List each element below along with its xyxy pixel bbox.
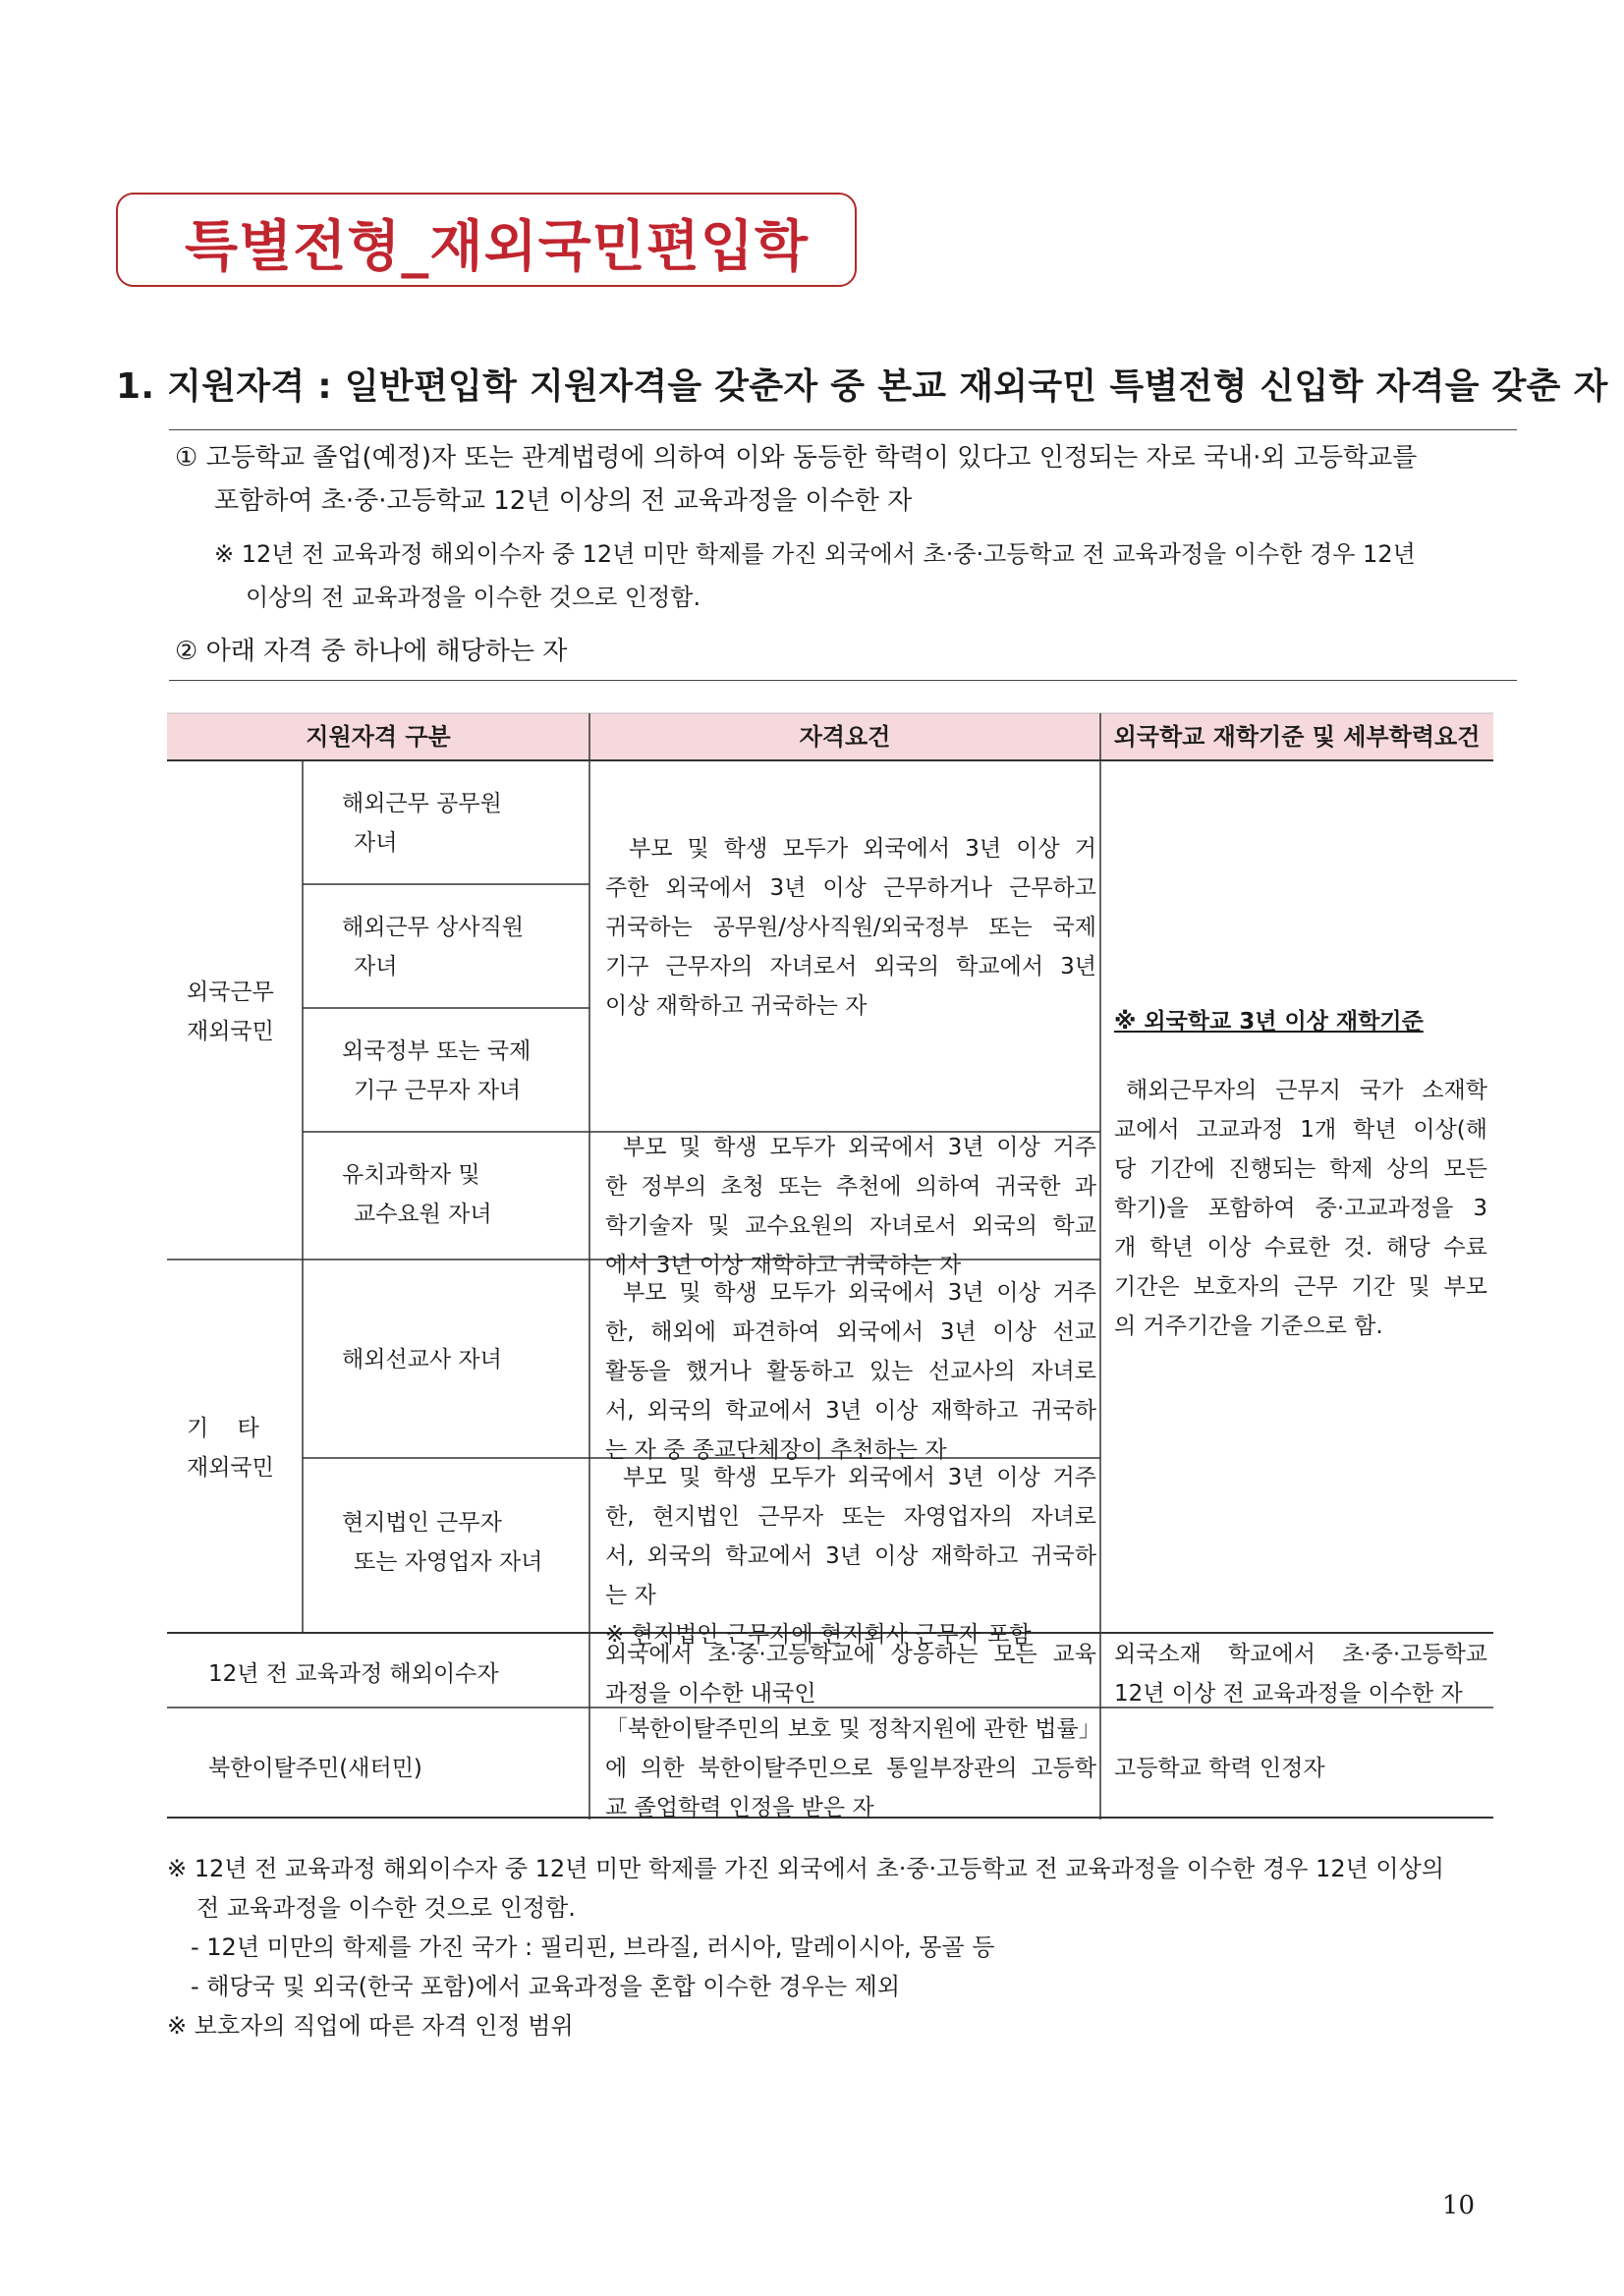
row-overseas-completion: 12년 전 교육과정 해외이수자 <box>208 1661 499 1687</box>
criteria-north-korean-defector: 고등학교 학력 인정자 <box>1114 1756 1325 1781</box>
note-line3: - 12년 미만의 학제를 가진 국가 : 필리핀, 브라질, 러시아, 말레이시아, 몽골 등 <box>191 1933 995 1961</box>
header-category: 지원자격 구분 <box>306 723 451 751</box>
note-line5: ※ 보호자의 직업에 따른 자격 인정 범위 <box>167 2012 574 2040</box>
page-title: 특별전형_재외국민편입학 <box>185 215 810 279</box>
item1-note-line2: 이상의 전 교육과정을 이수한 것으로 인정함. <box>246 584 701 611</box>
divider-bottom <box>169 680 1517 681</box>
req-local-corp: 부모 및 학생 모두가 외국에서 3년 이상 거주 한, 현지법인 근무자 또는 자영업자의 자녀로 서, 외국의 학교에서 3년 이상 재학하고 귀국하 는 자 ※ 현지법인 근무자에 현지회사 근무자 포함 <box>605 1465 1096 1648</box>
criteria-detail: ※ 외국학교 3년 이상 재학기준 해외근무자의 근무지 국가 소재학 교에서 고교과정 1개 학년 이상(해 당 기간에 진행되는 학제 상의 모든 학기)을 포함하여 중·고교과정을 3 개 학년 이상 수료한 것. 해당 수료 기간은 보호자의 근무 기간 및 부모 의 거주기간을 기준으로 함. <box>1114 1009 1487 1339</box>
criteria-overseas-completion: 외국소재 학교에서 초·중·고등학교 12년 이상 전 교육과정을 이수한 자 <box>1114 1642 1487 1707</box>
req-overseas-work: 부모 및 학생 모두가 외국에서 3년 이상 거 주한 외국에서 3년 이상 근무하거나 근무하고 귀국하는 공무원/상사직원/외국정부 또는 국제 기구 근무자의 자녀로서 외국의 학교에서 3년 이상 재학하고 귀국하는 자 <box>605 836 1096 1019</box>
sub-trading-employee: 해외근무 상사직원 자녀 <box>342 915 525 980</box>
page-number: 10 <box>1441 2191 1475 2220</box>
note-line1: ※ 12년 전 교육과정 해외이수자 중 12년 미만 학제를 가진 외국에서 초·중·고등학교 전 교육과정을 이수한 경우 12년 이상의 <box>167 1855 1444 1882</box>
item1-note-line1: ※ 12년 전 교육과정 해외이수자 중 12년 미만 학제를 가진 외국에서 초·중·고등학교 전 교육과정을 이수한 경우 12년 <box>214 540 1416 568</box>
sub-missionary: 해외선교사 자녀 <box>342 1347 502 1372</box>
item1-line1: ① 고등학교 졸업(예정)자 또는 관계법령에 의하여 이와 동등한 학력이 있다고 인정되는 자로 국내·외 고등학교를 <box>175 443 1418 473</box>
req-north-korean-defector: 「북한이탈주민의 보호 및 정착지원에 관한 법률」 에 의한 북한이탈주민으로 통일부장관의 고등학 교 졸업학력 인정을 받은 자 <box>605 1716 1101 1820</box>
req-overseas-completion: 외국에서 초·중·고등학교에 상응하는 모든 교육 과정을 이수한 내국인 <box>605 1642 1096 1707</box>
item2: ② 아래 자격 중 하나에 해당하는 자 <box>175 637 568 666</box>
req-missionary: 부모 및 학생 모두가 외국에서 3년 이상 거주 한, 해외에 파견하여 외국에서 3년 이상 선교 활동을 했거나 활동하고 있는 선교사의 자녀로 서, 외국의 학교에서 3년 이상 재학하고 귀국하 는 자 중 종교단체장이 추천하는 자 <box>605 1280 1096 1463</box>
row-north-korean-defector: 북한이탈주민(새터민) <box>208 1756 422 1781</box>
section-title: 1. 지원자격 : 일반편입학 지원자격을 갖춘자 중 본교 재외국민 특별전형 신입학 자격을 갖춘 자 <box>116 366 1608 407</box>
header-criteria: 외국학교 재학기준 및 세부학력요건 <box>1113 723 1481 751</box>
group-overseas-work: 외국근무 재외국민 <box>187 980 274 1044</box>
sub-civil-servant: 해외근무 공무원 자녀 <box>342 791 502 856</box>
req-scientist: 부모 및 학생 모두가 외국에서 3년 이상 거주 한 정부의 초청 또는 추천에 의하여 귀국한 과 학기술자 및 교수요원의 자녀로서 외국의 학교 에서 3년 이상 재학하고 귀국하는 자 <box>605 1135 1096 1278</box>
sub-foreign-govt: 외국정부 또는 국제 기구 근무자 자녀 <box>342 1038 532 1103</box>
sub-local-corp: 현지법인 근무자 또는 자영업자 자녀 <box>342 1510 543 1575</box>
note-line2: 전 교육과정을 이수한 것으로 인정함. <box>196 1894 576 1922</box>
header-requirement: 자격요건 <box>799 723 891 751</box>
sub-scientist: 유치과학자 및 교수요원 자녀 <box>342 1162 492 1227</box>
group-other: 기 타 재외국민 <box>187 1416 274 1481</box>
item1-line2: 포함하여 초·중·고등학교 12년 이상의 전 교육과정을 이수한 자 <box>214 486 913 516</box>
note-line4: - 해당국 및 외국(한국 포함)에서 교육과정을 혼합 이수한 경우는 제외 <box>191 1973 901 2000</box>
divider-top <box>169 429 1517 430</box>
